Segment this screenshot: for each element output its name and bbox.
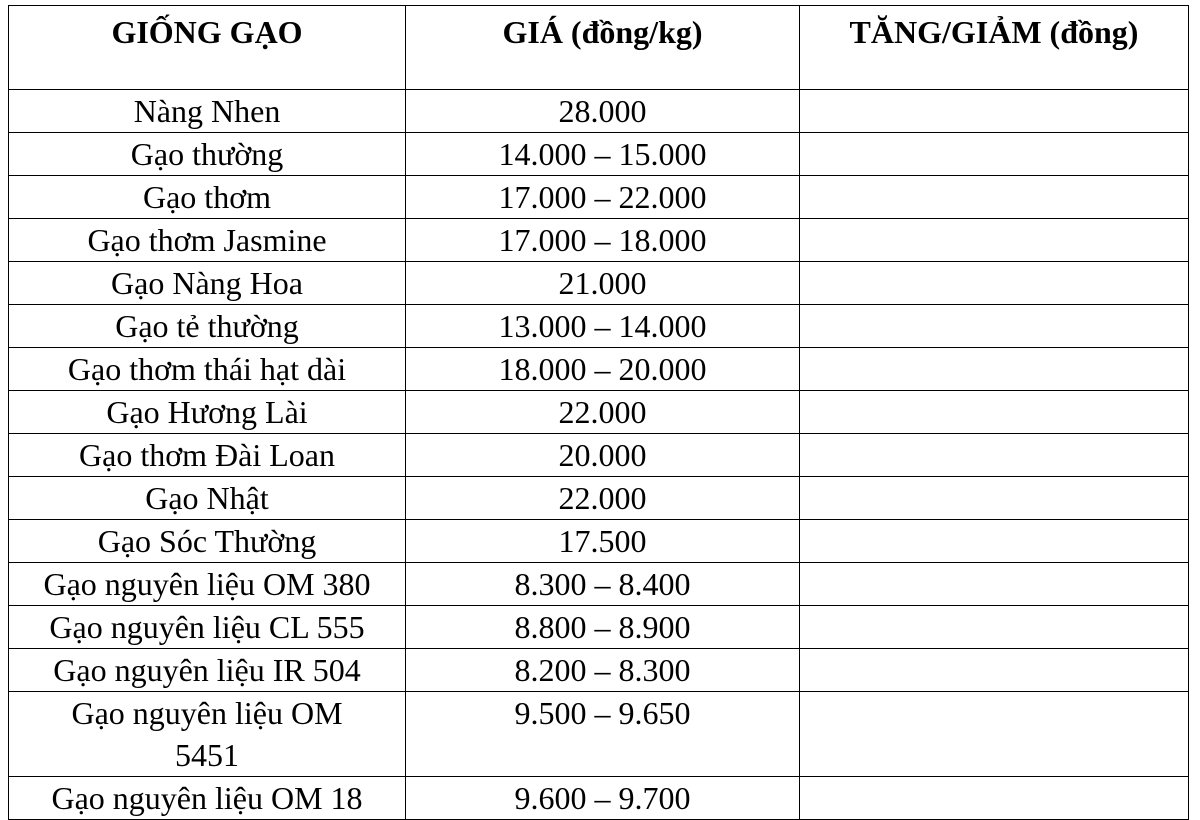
table-row — [9, 90, 1189, 133]
table-row — [9, 649, 1189, 692]
table-row — [9, 520, 1189, 563]
cell-variety: Gạo nguyên liệu OM 18 — [9, 777, 406, 820]
cell-price: 17.500 — [406, 520, 800, 563]
cell-variety: Gạo nguyên liệu OM 380 — [9, 563, 406, 606]
cell-price: 17.000 – 18.000 — [406, 219, 800, 262]
cell-variety: Gạo thơm Đài Loan — [9, 434, 406, 477]
table-row — [9, 563, 1189, 606]
cell-price: 8.300 – 8.400 — [406, 563, 800, 606]
header-price: GIÁ (đồng/kg) — [406, 6, 800, 90]
table-header-row — [9, 6, 1189, 90]
table-row — [9, 348, 1189, 391]
cell-price: 8.200 – 8.300 — [406, 649, 800, 692]
cell-price: 8.800 – 8.900 — [406, 606, 800, 649]
cell-change — [800, 176, 1189, 219]
cell-variety: Nàng Nhen — [9, 90, 406, 133]
cell-variety: Gạo thơm Jasmine — [9, 219, 406, 262]
cell-variety: Gạo thơm — [9, 176, 406, 219]
cell-change — [800, 520, 1189, 563]
table-row — [9, 262, 1189, 305]
cell-change — [800, 305, 1189, 348]
cell-change — [800, 606, 1189, 649]
cell-price: 14.000 – 15.000 — [406, 133, 800, 176]
cell-price: 17.000 – 22.000 — [406, 176, 800, 219]
cell-variety: Gạo Sóc Thường — [9, 520, 406, 563]
cell-price: 28.000 — [406, 90, 800, 133]
cell-price: 20.000 — [406, 434, 800, 477]
cell-variety: Gạo nguyên liệu IR 504 — [9, 649, 406, 692]
cell-price: 9.500 – 9.650 — [406, 692, 800, 777]
cell-variety: Gạo nguyên liệu OM 5451 — [9, 692, 406, 777]
cell-change — [800, 391, 1189, 434]
table-row — [9, 692, 1189, 777]
cell-change — [800, 219, 1189, 262]
cell-price: 22.000 — [406, 477, 800, 520]
cell-variety: Gạo Hương Lài — [9, 391, 406, 434]
rice-price-table — [8, 5, 1189, 820]
table-row — [9, 434, 1189, 477]
table-row — [9, 477, 1189, 520]
cell-change — [800, 262, 1189, 305]
cell-price: 18.000 – 20.000 — [406, 348, 800, 391]
cell-variety: Gạo thường — [9, 133, 406, 176]
table-row — [9, 606, 1189, 649]
cell-price: 21.000 — [406, 262, 800, 305]
cell-change — [800, 90, 1189, 133]
cell-change — [800, 649, 1189, 692]
cell-change — [800, 477, 1189, 520]
cell-price: 13.000 – 14.000 — [406, 305, 800, 348]
cell-variety: Gạo thơm thái hạt dài — [9, 348, 406, 391]
cell-variety: Gạo Nàng Hoa — [9, 262, 406, 305]
header-change: TĂNG/GIẢM (đồng) — [800, 6, 1189, 90]
header-variety: GIỐNG GẠO — [9, 6, 406, 90]
table-row — [9, 305, 1189, 348]
cell-change — [800, 563, 1189, 606]
cell-price: 22.000 — [406, 391, 800, 434]
table-row — [9, 391, 1189, 434]
cell-variety: Gạo Nhật — [9, 477, 406, 520]
cell-change — [800, 777, 1189, 820]
cell-change — [800, 692, 1189, 777]
table-row — [9, 219, 1189, 262]
cell-variety: Gạo nguyên liệu CL 555 — [9, 606, 406, 649]
cell-change — [800, 133, 1189, 176]
cell-change — [800, 348, 1189, 391]
table-row — [9, 777, 1189, 820]
cell-variety: Gạo tẻ thường — [9, 305, 406, 348]
table-row — [9, 176, 1189, 219]
table-row — [9, 133, 1189, 176]
cell-change — [800, 434, 1189, 477]
cell-price: 9.600 – 9.700 — [406, 777, 800, 820]
